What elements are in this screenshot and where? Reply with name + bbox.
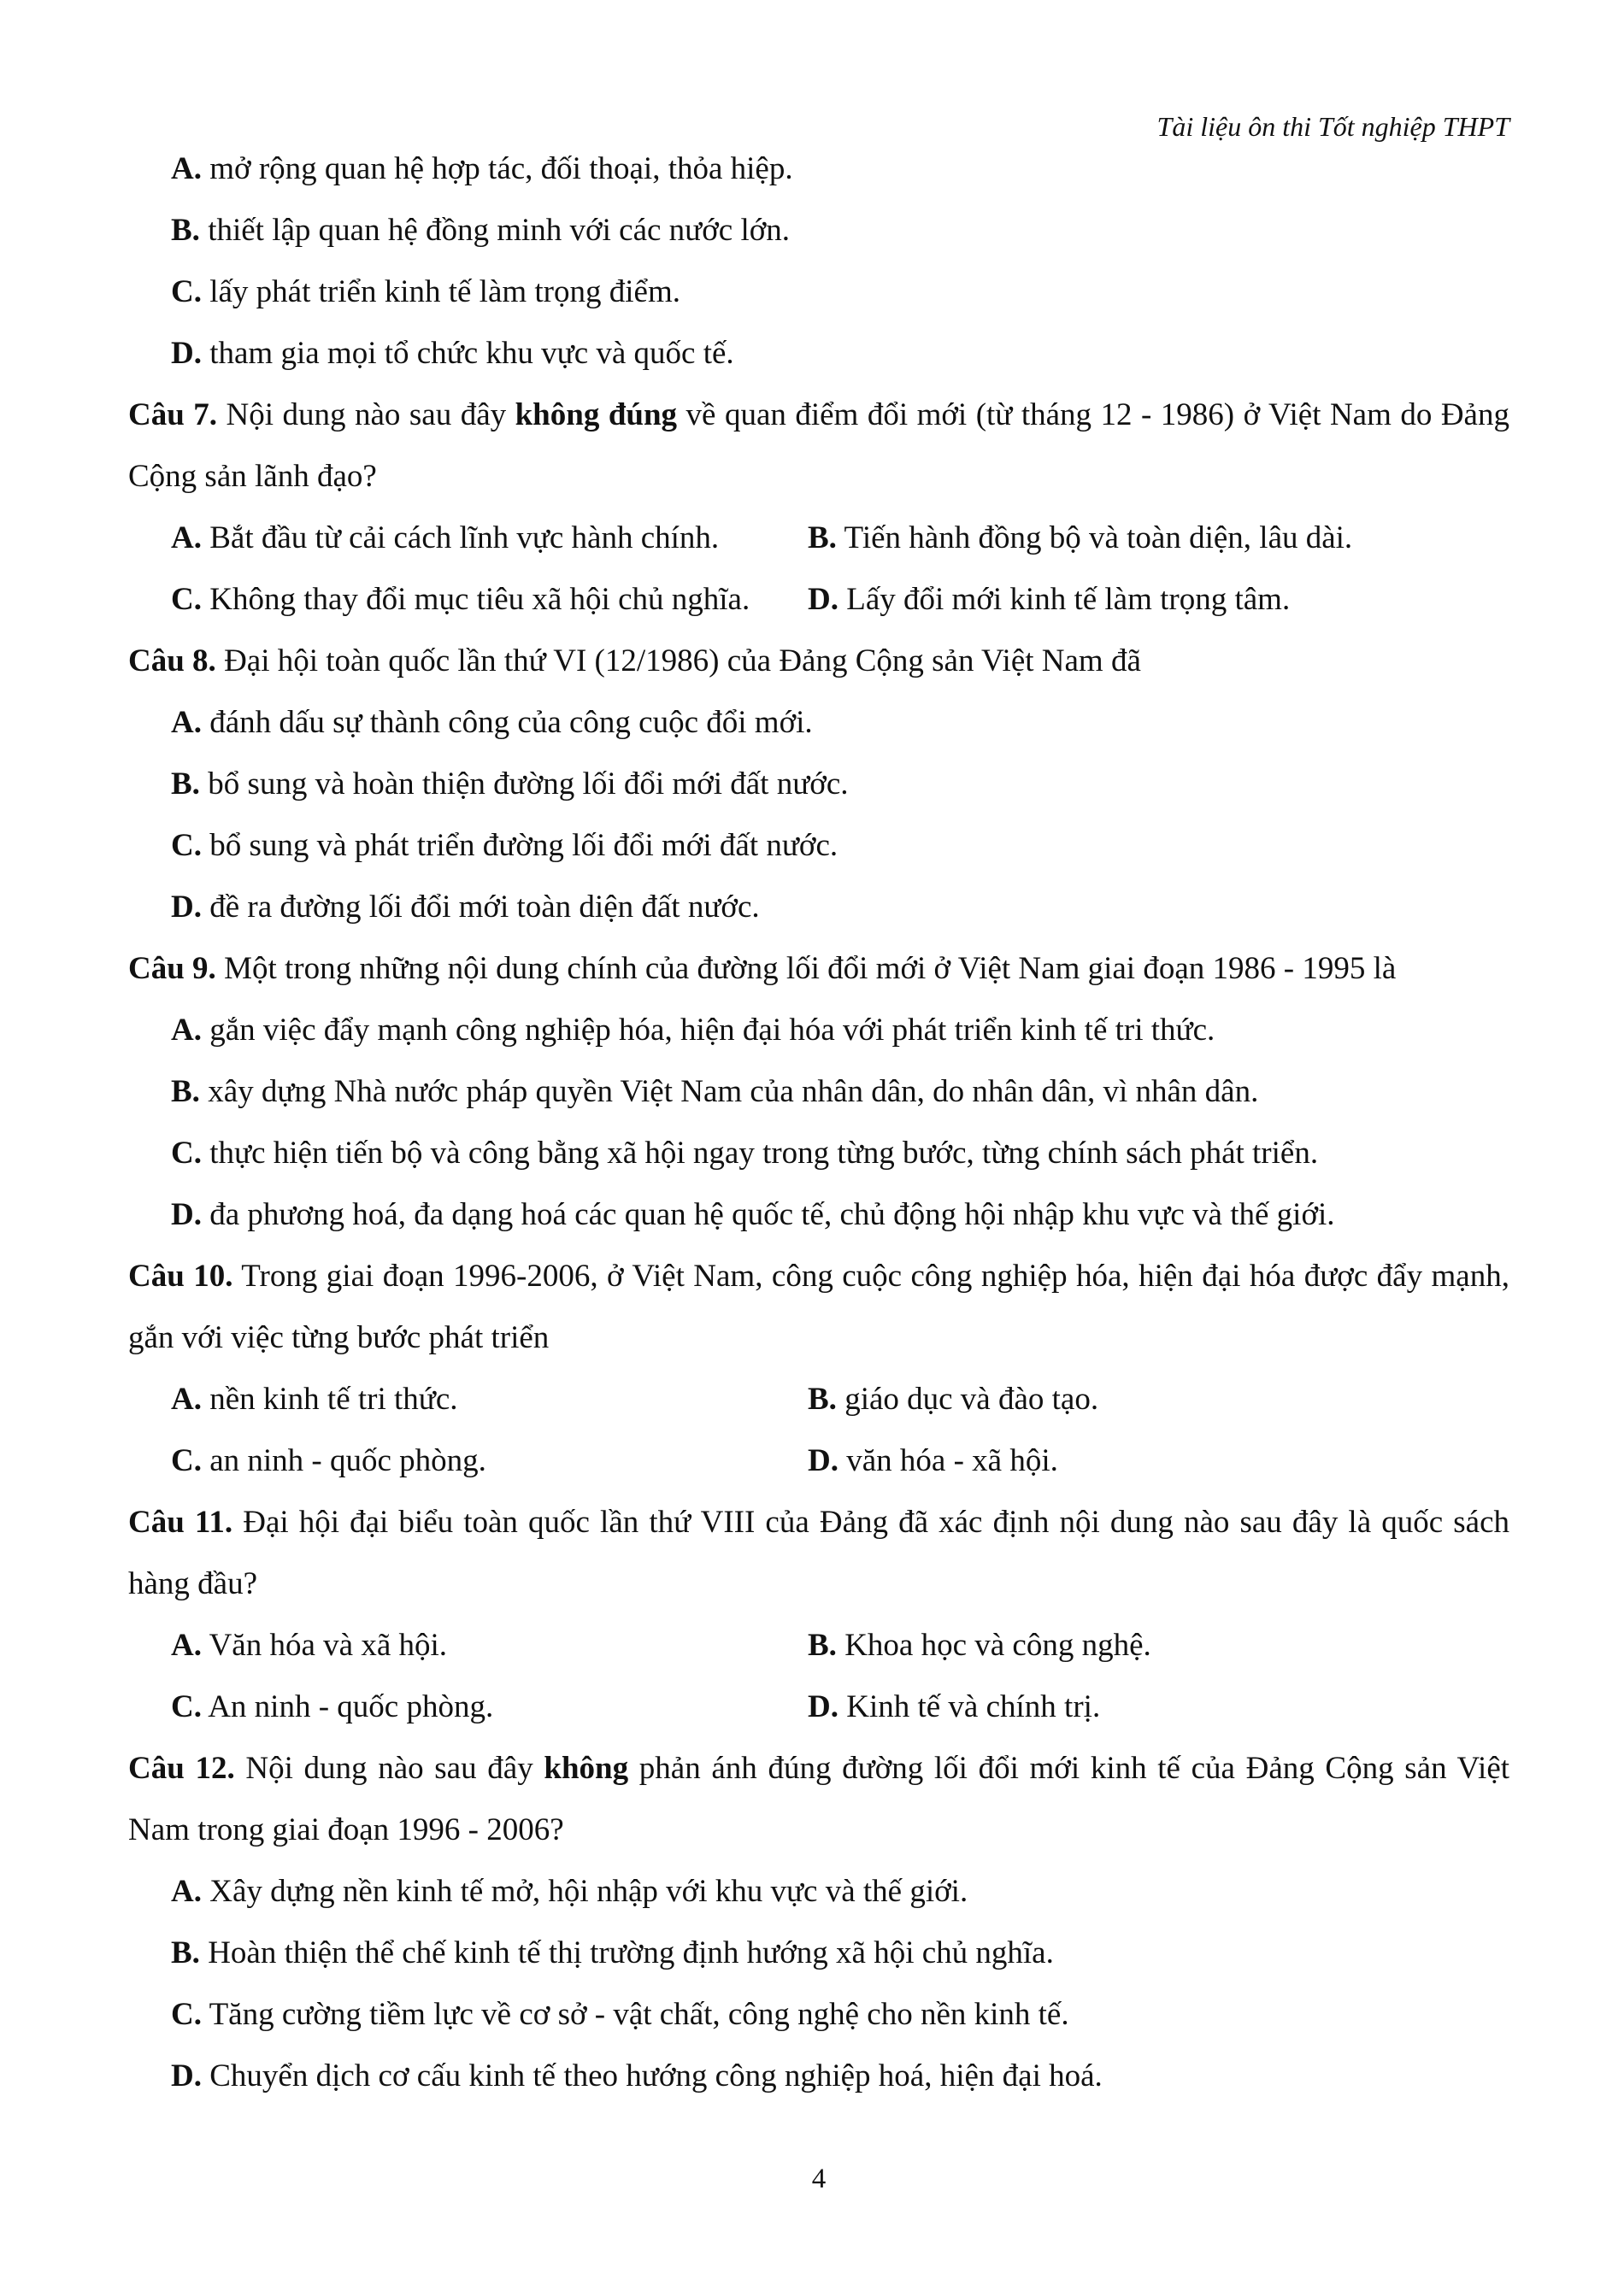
document-page: [128, 0, 1509, 2296]
q12-option-d: D. Chuyển dịch cơ cấu kinh tế theo hướng công nghiệp hoá, hiện đại hoá.: [171, 2058, 1103, 2093]
q7-options-row-2: [128, 569, 1509, 631]
q9-option-d: D. đa phương hoá, đa dạng hoá các quan hệ quốc tế, chủ động hội nhập khu vực và thế giới.: [171, 1197, 1335, 1232]
question-10: Câu 10. Trong giai đoạn 1996-2006, ở Việt Nam, công cuộc công nghiệp hóa, hiện đại hóa được đẩy mạnh, gắn với việc từng bước phát triển: [128, 1259, 1509, 1355]
q7-option-b: B. Tiến hành đồng bộ và toàn diện, lâu dài.: [808, 520, 1353, 555]
question-12: Câu 12. Nội dung nào sau đây không phản ánh đúng đường lối đổi mới kinh tế của Đảng Cộng sản Việt Nam trong giai đoạn 1996 - 2006?: [128, 1751, 1510, 1847]
q10-option-a: A. nền kinh tế tri thức.: [171, 1382, 458, 1417]
question-9: Câu 9. Một trong những nội dung chính của đường lối đổi mới ở Việt Nam giai đoạn 1986 - 1995 là: [128, 951, 1397, 986]
q6-option-b: B. thiết lập quan hệ đồng minh với các nước lớn.: [171, 213, 791, 248]
q7-option-c: C. Không thay đổi mục tiêu xã hội chủ nghĩa.: [171, 582, 750, 617]
page-number: 4: [811, 2164, 827, 2194]
q7-options-row-1: [128, 508, 1509, 569]
q10-option-d: D. văn hóa - xã hội.: [808, 1443, 1058, 1478]
q12-option-c: C. Tăng cường tiềm lực về cơ sở - vật chất, công nghệ cho nền kinh tế.: [171, 1997, 1069, 2032]
q11-option-c: C. An ninh - quốc phòng.: [171, 1689, 494, 1724]
q6-option-d: D. tham gia mọi tổ chức khu vực và quốc tế.: [171, 336, 734, 371]
q11-options-row-1: [128, 1615, 1509, 1676]
q7-option-d: D. Lấy đổi mới kinh tế làm trọng tâm.: [808, 582, 1291, 617]
q11-option-b: B. Khoa học và công nghệ.: [808, 1628, 1151, 1663]
q6-option-a: A. mở rộng quan hệ hợp tác, đối thoại, thỏa hiệp.: [171, 151, 793, 186]
q9-option-c: C. thực hiện tiến bộ và công bằng xã hội ngay trong từng bước, từng chính sách phát triển.: [171, 1136, 1319, 1171]
q10-option-c: C. an ninh - quốc phòng.: [171, 1443, 486, 1478]
document-body: [128, 138, 1509, 2107]
question-11: Câu 11. Đại hội đại biểu toàn quốc lần thứ VIII của Đảng đã xác định nội dung nào sau đây là quốc sách hàng đầu?: [128, 1505, 1509, 1601]
q10-options-row-2: [128, 1430, 1509, 1492]
q8-option-d: D. đề ra đường lối đổi mới toàn diện đất nước.: [171, 890, 760, 925]
q7-option-a: A. Bắt đầu từ cải cách lĩnh vực hành chính.: [171, 520, 720, 555]
q10-options-row-1: [128, 1369, 1509, 1430]
q12-option-a: A. Xây dựng nền kinh tế mở, hội nhập với khu vực và thế giới.: [171, 1874, 968, 1909]
question-8: Câu 8. Đại hội toàn quốc lần thứ VI (12/1986) của Đảng Cộng sản Việt Nam đã: [128, 643, 1141, 678]
q11-option-d: D. Kinh tế và chính trị.: [808, 1689, 1101, 1724]
question-7: Câu 7. Nội dung nào sau đây không đúng về quan điểm đổi mới (từ tháng 12 - 1986) ở Việt Nam do Đảng Cộng sản lãnh đạo?: [128, 397, 1509, 494]
q11-options-row-2: [128, 1676, 1509, 1738]
q6-option-c: C. lấy phát triển kinh tế làm trọng điểm.: [171, 274, 680, 309]
q11-option-a: A. Văn hóa và xã hội.: [171, 1628, 448, 1663]
q8-option-b: B. bổ sung và hoàn thiện đường lối đổi mới đất nước.: [171, 766, 849, 802]
q12-option-b: B. Hoàn thiện thể chế kinh tế thị trường định hướng xã hội chủ nghĩa.: [171, 1935, 1054, 1970]
q10-option-b: B. giáo dục và đào tạo.: [808, 1382, 1099, 1417]
q8-option-a: A. đánh dấu sự thành công của công cuộc đổi mới.: [171, 705, 813, 740]
q9-option-a: A. gắn việc đẩy mạnh công nghiệp hóa, hiện đại hóa với phát triển kinh tế tri thức.: [171, 1013, 1215, 1048]
running-header: Tài liệu ôn thi Tốt nghiệp THPT: [1156, 111, 1509, 142]
q8-option-c: C. bổ sung và phát triển đường lối đổi mới đất nước.: [171, 828, 838, 863]
q9-option-b: B. xây dựng Nhà nước pháp quyền Việt Nam của nhân dân, do nhân dân, vì nhân dân.: [171, 1074, 1259, 1109]
